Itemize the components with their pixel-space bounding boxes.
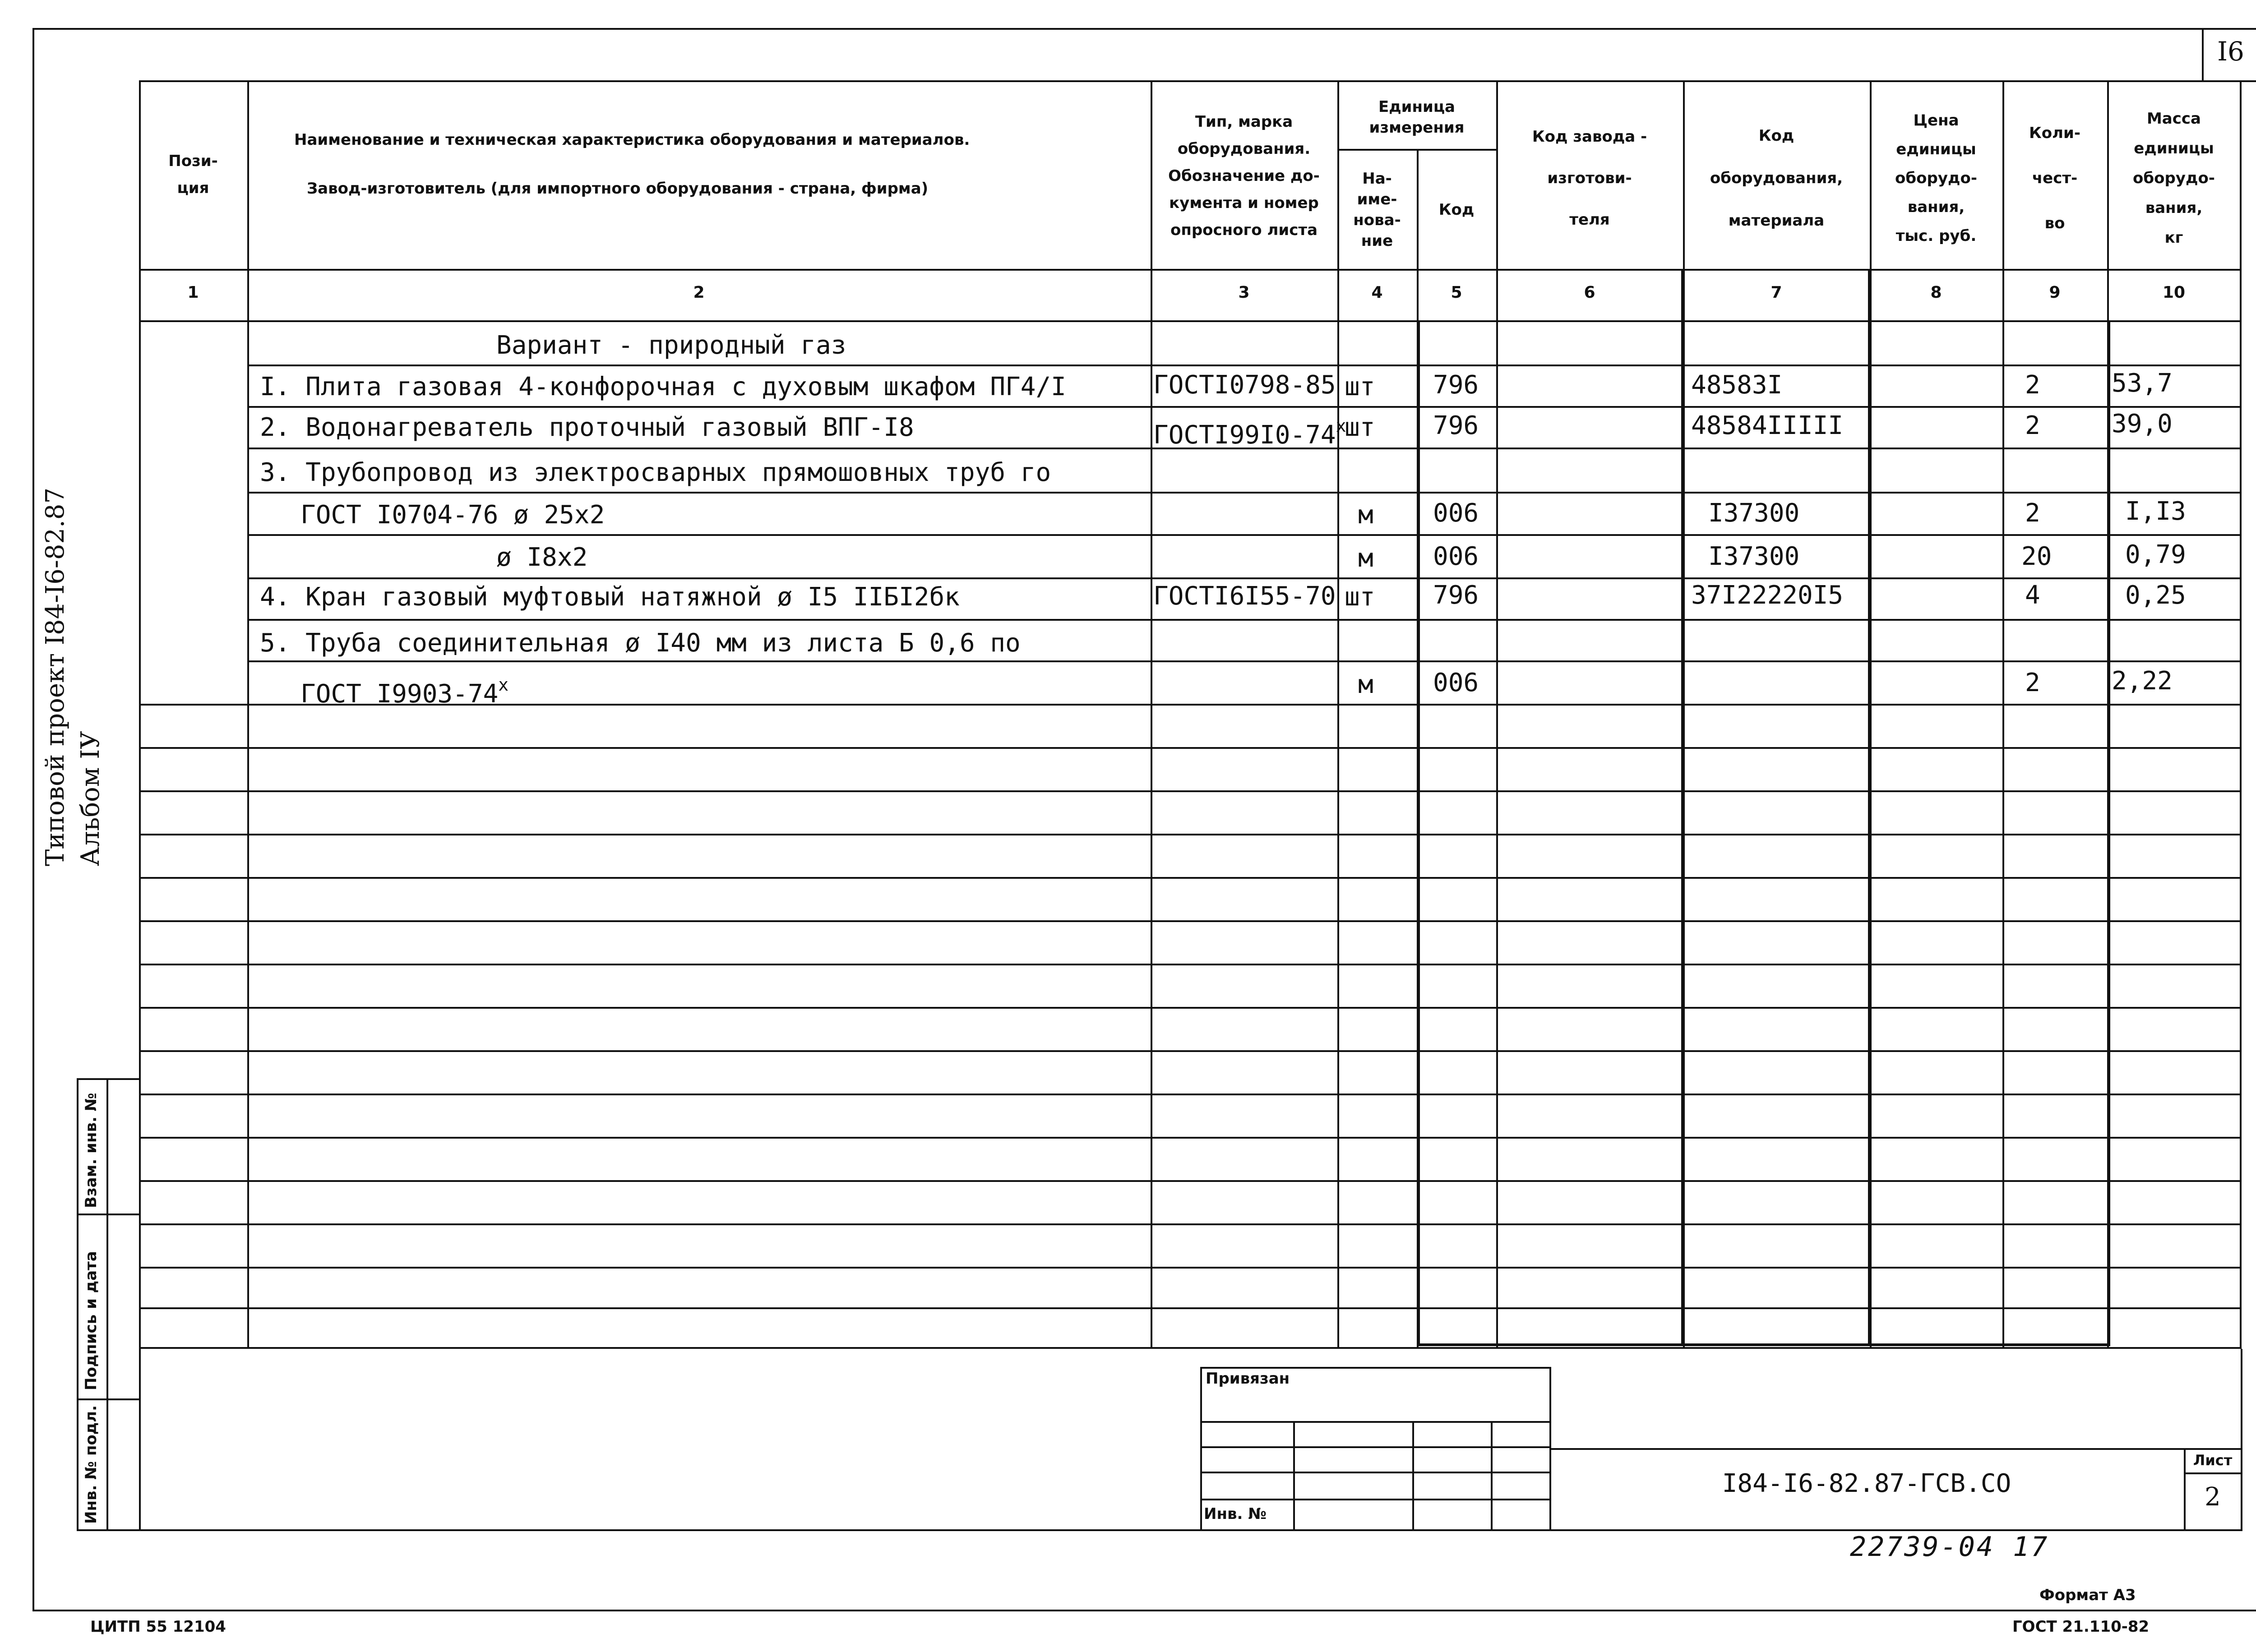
col-num-10: 10 [2162, 283, 2186, 302]
header-factory-code: Код завода - изготови- теля [1532, 128, 1647, 229]
header-price: Цена единицы оборудо- вания, тыс. руб. [1895, 111, 1977, 245]
document-code: I84-I6-82.87-ГСВ.СО [1722, 1469, 2011, 1498]
row-3-name: 3. Трубопровод из электросварных прямошовных труб го [260, 458, 1051, 487]
row-2-unit: шт [1345, 413, 1375, 442]
row-4-unit: м [1358, 500, 1373, 530]
album-label: Альбом IУ [76, 731, 105, 866]
row-6-qty: 4 [2025, 581, 2040, 610]
row-6-mass: 0,25 [2125, 581, 2186, 610]
row-1-mass: 53,7 [2112, 369, 2173, 398]
header-name-line1: Наименование и техническая характеристика оборудования и материалов. [294, 131, 970, 149]
row-1-qty: 2 [2025, 370, 2040, 400]
col-num-6: 6 [1584, 283, 1595, 302]
row-8-name [300, 670, 509, 709]
row-8-code: 006 [1433, 668, 1479, 697]
row-5-name: ø I8x2 [496, 543, 588, 572]
inv-original-label: Инв. № подл. [82, 1405, 100, 1524]
row-6-code: 796 [1433, 581, 1479, 610]
page-number: I6 [2217, 36, 2244, 67]
row-1-name: I. Плита газовая 4-конфорочная с духовым шкафом ПГ4/I [260, 372, 1066, 401]
row-4-name: ГОСТ I0704-76 ø 25x2 [300, 500, 605, 530]
row-1-code: 796 [1433, 370, 1479, 400]
footer-format: Формат А3 [2039, 1586, 2136, 1604]
row-2-qty: 2 [2025, 411, 2040, 440]
row-2-doc [1153, 411, 1346, 450]
row-2-code: 796 [1433, 411, 1479, 440]
header-unit-code: Код [1438, 201, 1475, 219]
row-2-doc-sup: x [1336, 416, 1346, 436]
handwritten-number: 22739-04 17 [1850, 1531, 2049, 1563]
row-8-mass: 2,22 [2112, 666, 2173, 696]
project-label: Типовой проект I84-I6-82.87 [41, 487, 70, 866]
inv-exchange-label: Взам. инв. № [82, 1093, 100, 1208]
row-2-doc-text: ГОСТI99I0-74 [1153, 420, 1336, 450]
col-num-2: 2 [693, 283, 705, 302]
row-6-unit: шт [1345, 582, 1375, 612]
col-num-3: 3 [1238, 283, 1250, 302]
header-item-code: Код оборудования, материала [1710, 127, 1843, 230]
row-0-name: Вариант - природный газ [496, 331, 846, 360]
row-6-name: 4. Кран газовый муфтовый натяжной ø I5 IIБI2бк [260, 582, 960, 612]
row-5-mass: 0,79 [2125, 540, 2186, 569]
row-5-qty: 20 [2021, 542, 2052, 571]
row-2-mass: 39,0 [2112, 409, 2173, 438]
col-num-9: 9 [2049, 283, 2061, 302]
col-num-1: 1 [187, 283, 199, 302]
row-4-mass: I,I3 [2125, 497, 2186, 526]
header-quantity: Коли- чест- во [2029, 124, 2080, 232]
sign-date-label: Подпись и дата [82, 1251, 100, 1390]
row-8-unit: м [1358, 670, 1373, 699]
col-num-5: 5 [1451, 283, 1462, 302]
inv-number-label: Инв. № [1204, 1505, 1267, 1523]
header-unit-name: На- име- нова- ние [1353, 170, 1401, 250]
row-5-item-code: I37300 [1708, 542, 1800, 571]
footer-left: ЦИТП 55 12104 [90, 1618, 226, 1636]
row-2-name: 2. Водонагреватель проточный газовый ВПГ-I8 [260, 413, 914, 442]
row-6-doc: ГОСТI6I55-70 [1153, 581, 1336, 611]
row-1-item-code: 48583I [1691, 370, 1783, 400]
row-2-item-code: 48584IIIII [1691, 411, 1844, 440]
row-1-doc: ГОСТI0798-85 [1153, 370, 1336, 400]
row-6-item-code: 37I22220I5 [1691, 581, 1844, 610]
sheet-label: Лист [2193, 1452, 2233, 1469]
header-position: Пози- ция [168, 152, 218, 197]
header-unit: Единица измерения [1369, 98, 1465, 137]
row-5-code: 006 [1433, 542, 1479, 571]
row-4-code: 006 [1433, 498, 1479, 528]
bound-label: Привязан [1206, 1370, 1290, 1388]
row-8-name-sup: x [498, 675, 509, 695]
row-7-name: 5. Труба соединительная ø I40 мм из листа Б 0,6 по [260, 628, 1021, 658]
header-name-line2: Завод-изготовитель (для импортного оборудования - страна, фирма) [307, 180, 929, 198]
row-8-qty: 2 [2025, 668, 2040, 697]
row-5-unit: м [1358, 544, 1373, 573]
col-num-8: 8 [1930, 283, 1942, 302]
sheet-number: 2 [2205, 1482, 2221, 1512]
row-4-qty: 2 [2025, 498, 2040, 528]
footer-standard: ГОСТ 21.110-82 [2012, 1618, 2150, 1636]
row-4-item-code: I37300 [1708, 498, 1800, 528]
col-num-4: 4 [1371, 283, 1383, 302]
header-type: Тип, марка оборудования. Обозначение до- кумента и номер опросного листа [1168, 113, 1320, 239]
row-1-unit: шт [1345, 372, 1375, 401]
header-mass: Масса единицы оборудо- вания, кг [2133, 110, 2215, 247]
row-8-name-text: ГОСТ I9903-74 [300, 679, 499, 709]
col-num-7: 7 [1771, 283, 1782, 302]
